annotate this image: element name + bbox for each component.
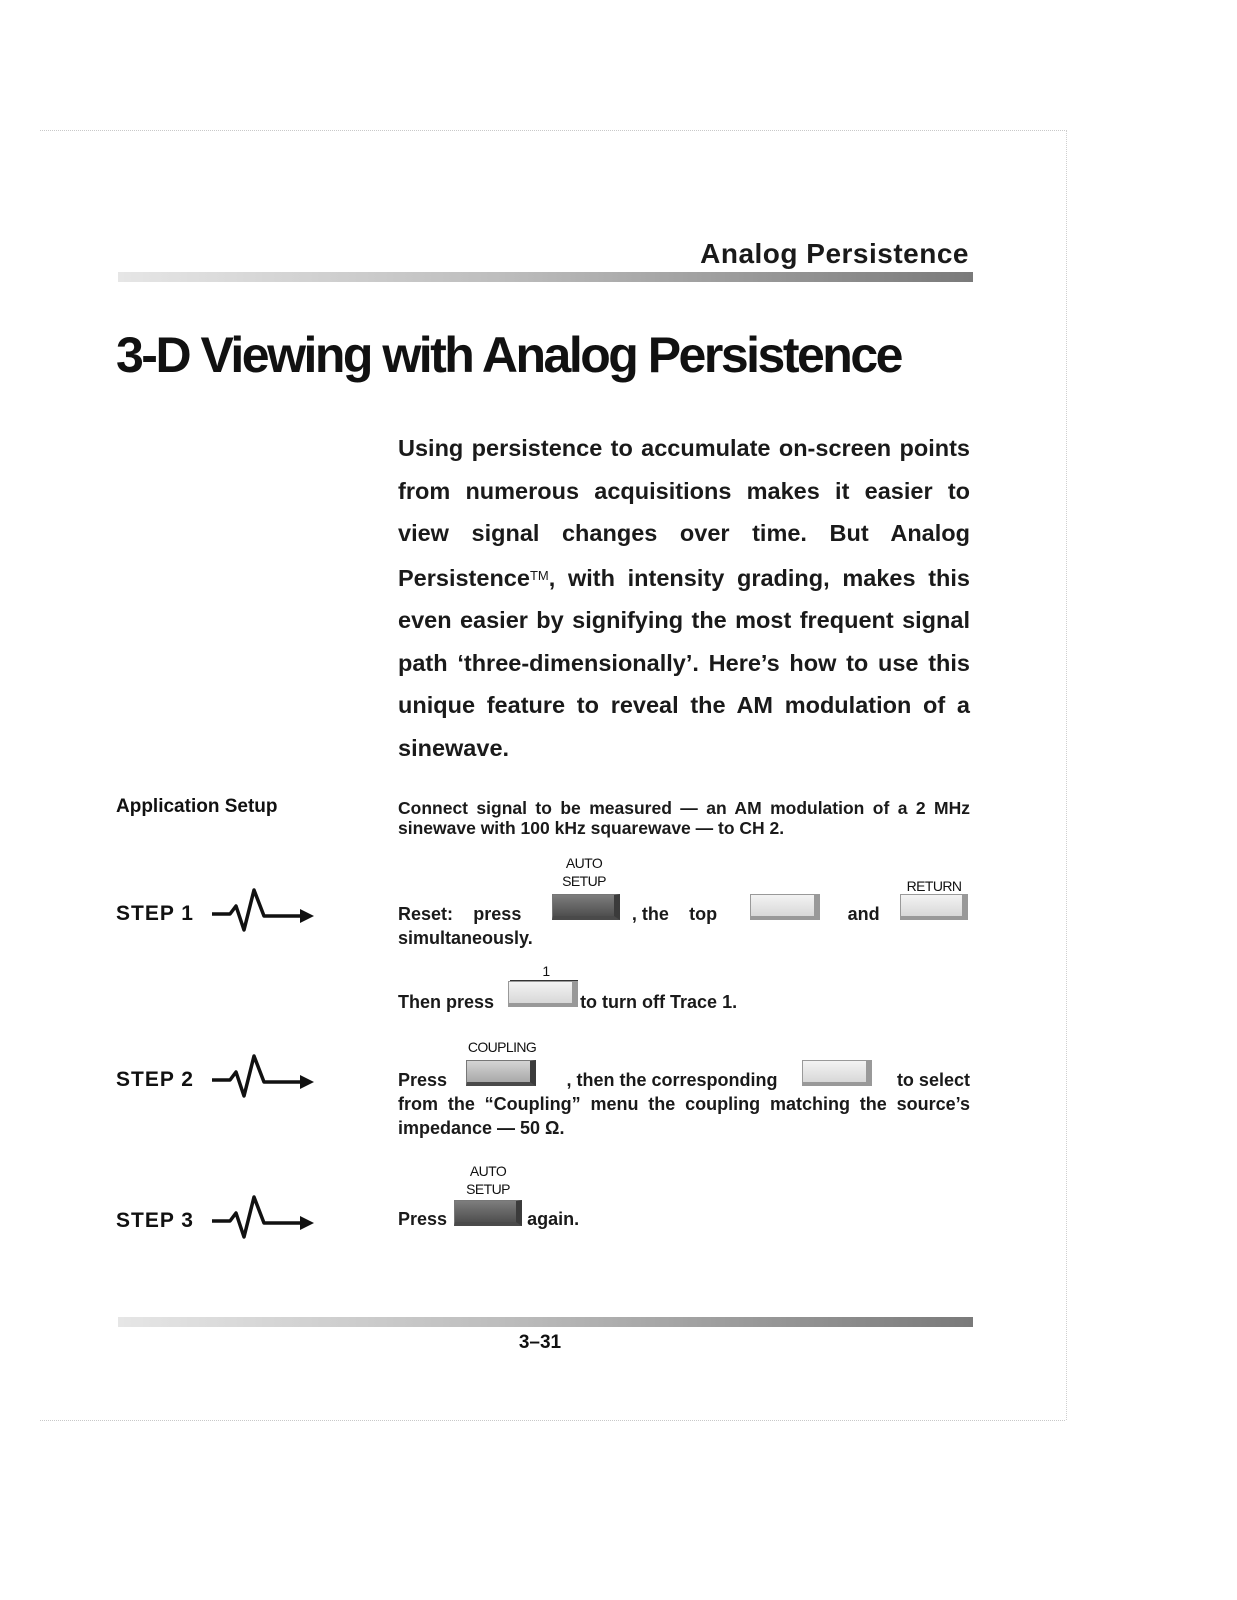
corresponding-menu-button[interactable]: [802, 1060, 872, 1086]
step-2-label: STEP 2: [116, 1068, 194, 1091]
trace-1-button[interactable]: [508, 981, 578, 1007]
step-1-word: press: [473, 904, 522, 924]
step-1-line-2: simultaneously.: [398, 928, 533, 948]
footer-rule: [118, 1317, 973, 1327]
step-2-line-2: from the “Coupling” menu the coupling matching the source’s impedance — 50 Ω.: [398, 1094, 970, 1138]
top-menu-button[interactable]: [750, 894, 820, 920]
step-3-end: again.: [527, 1209, 580, 1229]
application-setup-text: Connect signal to be measured — an AM modulation of a 2 MHz sinewave with 100 kHz squarewave — to CH 2.: [398, 798, 970, 838]
header-rule: [118, 272, 973, 282]
page-edge-bottom: [40, 1420, 1065, 1421]
step-3-waveform-arrow-icon: [212, 1193, 316, 1243]
application-setup-label: Application Setup: [116, 796, 278, 817]
step-1-label: STEP 1: [116, 902, 194, 925]
intro-text-a: Using persistence to accumulate on-screen points from numerous acquisitions makes it easier to view signal changes over time. But Analog Persistence: [398, 435, 970, 591]
page-number: 3–31: [518, 1332, 562, 1353]
step-3-label: STEP 3: [116, 1209, 194, 1232]
auto-setup-key-label: AUTO SETUP: [562, 855, 606, 889]
page-edge-top: [40, 130, 1065, 131]
page-edge-right: [1066, 130, 1067, 1420]
auto-setup-button[interactable]: [552, 894, 620, 920]
step-2-mid: , then the corresponding: [566, 1070, 778, 1090]
intro-text-b: , with intensity grading, makes this even easier by signifying the most frequent signal path ‘three-dimensionally’. Here’s how to use this unique feature to reveal the AM modulation of a sinewave.: [398, 564, 970, 761]
intro-paragraph: [398, 427, 970, 769]
step-1-word: , the: [631, 904, 669, 924]
step-2-press: Press: [398, 1070, 448, 1090]
step-1-word: and: [847, 904, 880, 924]
step-1-word: Reset:: [398, 904, 454, 924]
step-1-waveform-arrow-icon: [212, 886, 316, 936]
return-button[interactable]: [900, 894, 968, 920]
turn-off-trace-text: to turn off Trace 1.: [580, 992, 738, 1012]
then-press-text: Then press: [398, 992, 495, 1012]
step-1-text: [398, 902, 970, 950]
auto-setup-key-label: AUTO SETUP: [466, 1163, 510, 1197]
coupling-key-label: COUPLING: [467, 1039, 537, 1055]
return-key-label: RETURN: [906, 878, 962, 894]
step-2-end: to select: [896, 1070, 970, 1090]
auto-setup-button[interactable]: [454, 1200, 522, 1226]
coupling-button[interactable]: [466, 1060, 536, 1086]
section-header: Analog Persistence: [700, 238, 969, 269]
trace-1-key-label: 1: [542, 963, 550, 979]
page-title: 3-D Viewing with Analog Persistence: [116, 327, 901, 383]
step-3-press: Press: [398, 1209, 448, 1229]
step-1-then-text: [398, 990, 970, 1014]
trademark-mark: TM: [529, 567, 549, 583]
step-1-word: top: [689, 904, 718, 924]
step-2-waveform-arrow-icon: [212, 1052, 316, 1102]
